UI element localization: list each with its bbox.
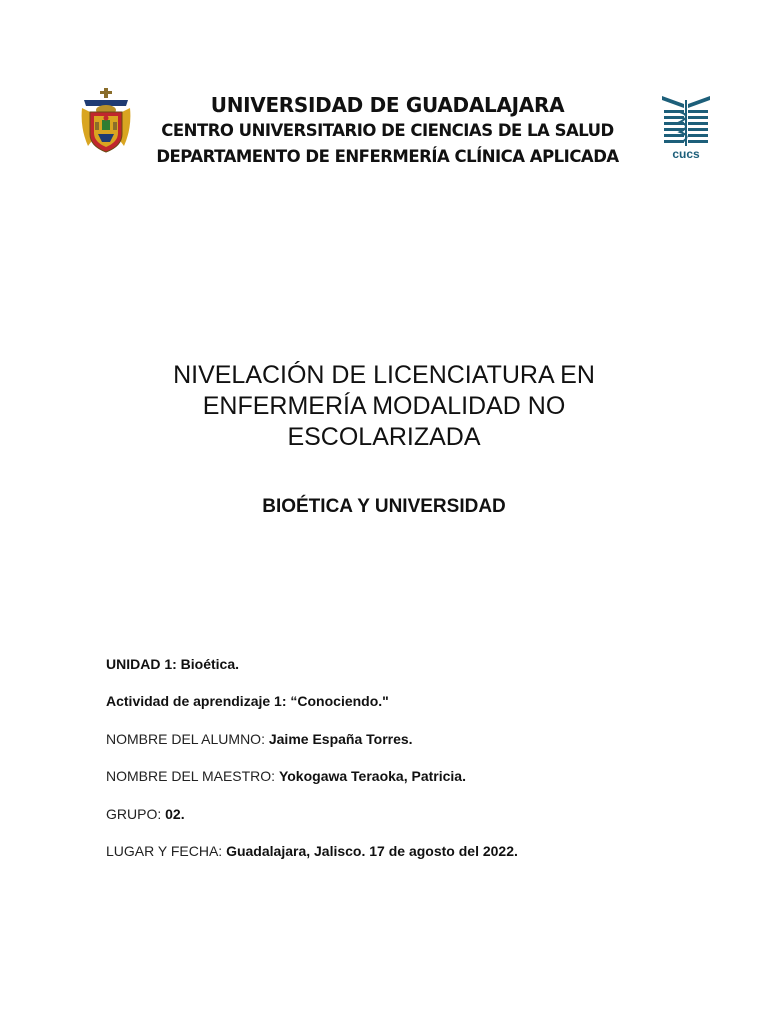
unidad-row [106,655,726,692]
program-title-line-3: ESCOLARIZADA [287,423,481,451]
unidad-value: Bioética. [180,656,240,672]
program-title-line-1: NIVELACIÓN DE LICENCIATURA EN [173,361,595,389]
subject-title: BIOÉTICA Y UNIVERSIDAD [262,496,506,517]
assignment-info [106,655,726,879]
center-name: CENTRO UNIVERSITARIO DE CIENCIAS DE LA SALUD [161,121,614,140]
maestro-row [106,767,726,804]
alumno-row [106,730,726,767]
grupo-label: GRUPO: [106,805,162,822]
alumno-value: Jaime España Torres. [268,730,413,747]
department-name: DEPARTAMENTO DE ENFERMERÍA CLÍNICA APLICADA [156,147,619,166]
lugar-fecha-value: Guadalajara, Jalisco. 17 de agosto del 2022. [226,842,518,859]
udg-coat-of-arms-logo [80,88,132,154]
grupo-value: 02. [165,805,185,822]
program-title [84,360,684,453]
alumno-label: NOMBRE DEL ALUMNO: [106,730,265,747]
cucs-logo-text: cucs [672,147,700,161]
actividad-row [106,692,726,729]
university-name: UNIVERSIDAD DE GUADALAJARA [210,93,565,117]
maestro-value: Yokogawa Teraoka, Patricia. [278,768,466,785]
program-title-line-2: ENFERMERÍA MODALIDAD NO [202,392,566,420]
institution-header [140,92,635,170]
cucs-logo [660,94,712,162]
unidad-label: UNIDAD 1: [106,656,177,672]
lugar-fecha-row [106,842,726,879]
grupo-row [106,805,726,842]
actividad-label: Actividad de aprendizaje 1: [106,693,287,710]
maestro-label: NOMBRE DEL MAESTRO: [106,768,276,785]
actividad-value: “Conociendo." [290,693,389,710]
lugar-fecha-label: LUGAR Y FECHA: [106,842,223,859]
